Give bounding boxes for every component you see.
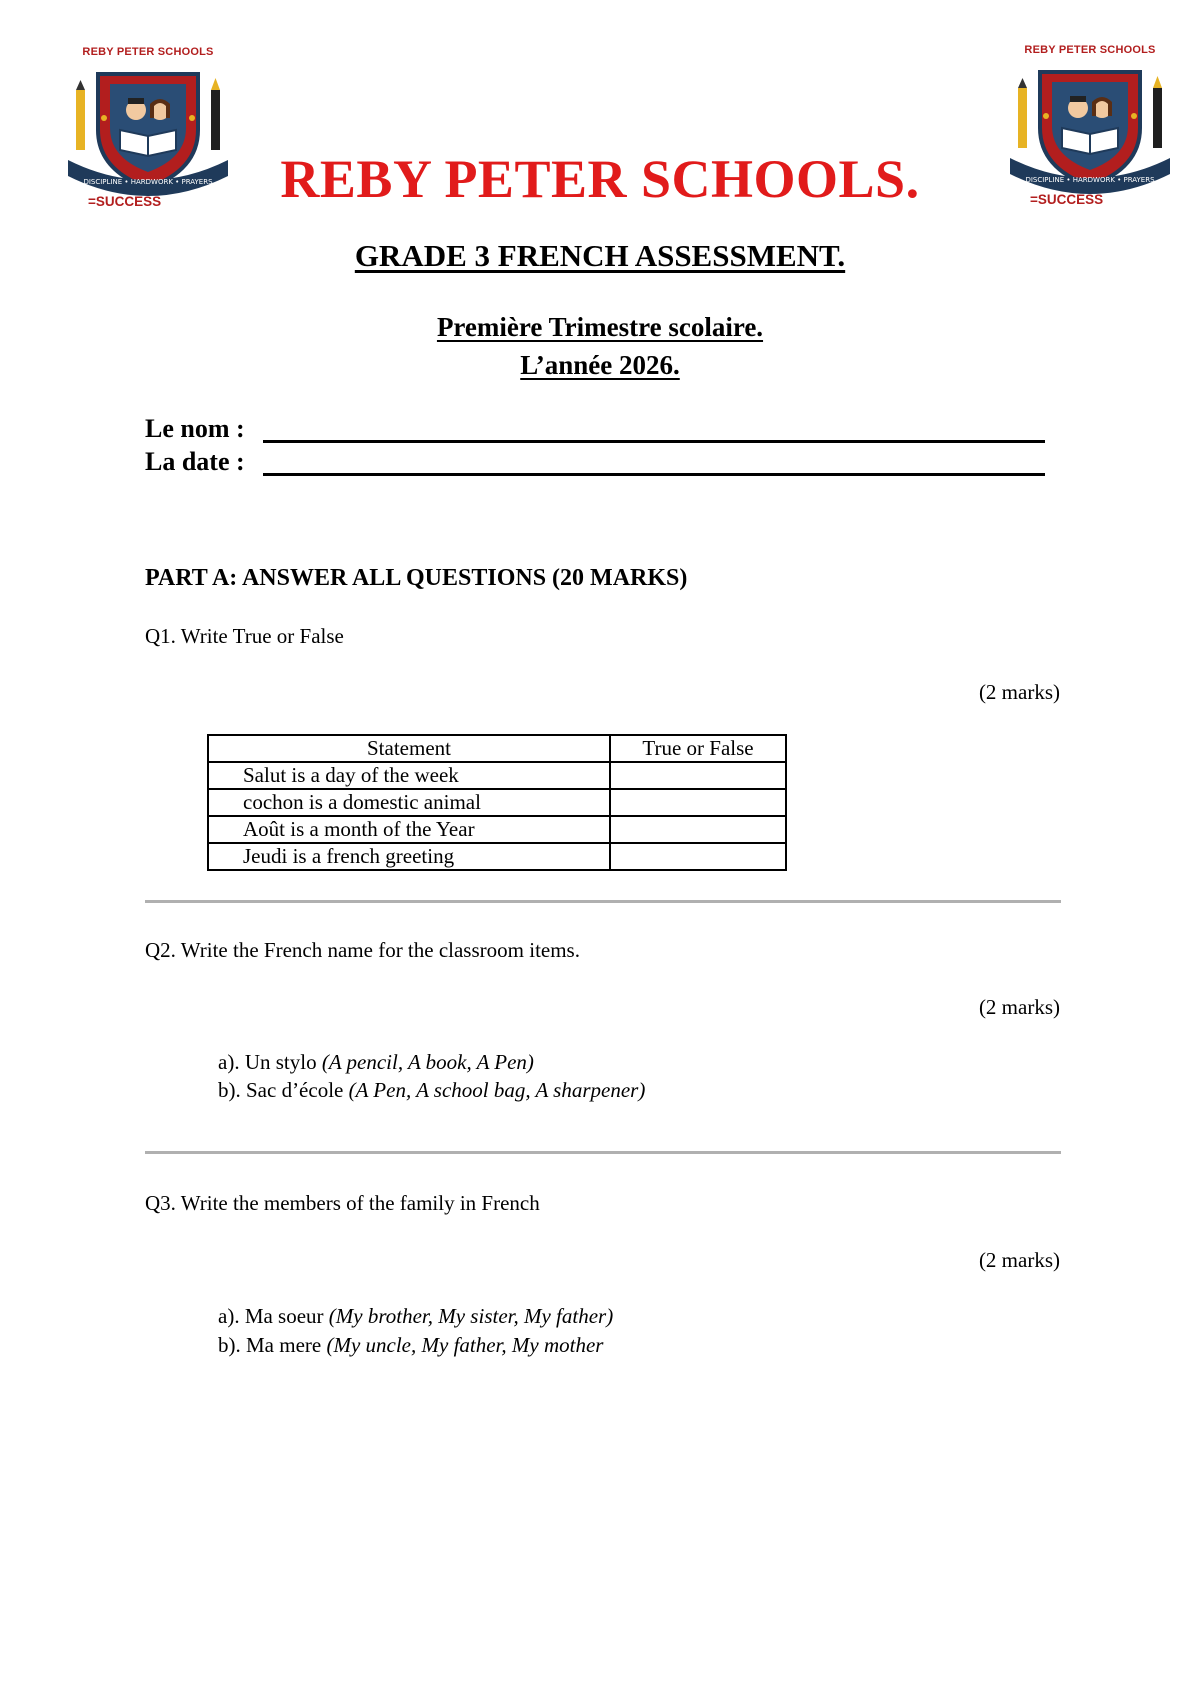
q2-option-b: [218, 1078, 645, 1103]
option-choices: (My uncle, My father, My mother: [326, 1333, 604, 1357]
table-header-row: [208, 735, 786, 762]
q3-prompt: Q3. Write the members of the family in French: [145, 1191, 540, 1215]
answer-cell[interactable]: [610, 816, 786, 843]
q3-marks: (2 marks): [978, 1248, 1060, 1272]
name-label: Le nom :: [145, 414, 245, 443]
divider: [145, 1151, 1061, 1154]
answer-cell[interactable]: [610, 843, 786, 870]
table-header-true-false: True or False: [610, 735, 786, 762]
school-name: REBY PETER SCHOOLS.: [280, 149, 920, 209]
option-choices: (A Pen, A school bag, A sharpener): [348, 1078, 646, 1102]
q1-prompt: Q1. Write True or False: [145, 624, 344, 648]
name-blank-line[interactable]: [263, 440, 1045, 443]
q1-marks: (2 marks): [978, 680, 1060, 704]
option-choices: (A pencil, A book, A Pen): [321, 1050, 534, 1074]
table-header-statement: Statement: [208, 735, 610, 762]
q2-prompt: Q2. Write the French name for the classroom items.: [145, 938, 580, 962]
q3-option-a: [218, 1304, 613, 1329]
true-false-table: [207, 734, 787, 871]
name-field[interactable]: [145, 414, 1045, 448]
logo-bottom-text: =SUCCESS: [88, 194, 162, 209]
answer-cell[interactable]: [610, 762, 786, 789]
statement-cell: Août is a month of the Year: [208, 816, 610, 843]
year-heading: L’année 2026.: [520, 350, 680, 380]
table-row: [208, 843, 786, 870]
table-row: [208, 762, 786, 789]
table-row: [208, 816, 786, 843]
assessment-title: GRADE 3 FRENCH ASSESSMENT.: [354, 238, 846, 273]
option-label: b). Ma mere: [218, 1333, 327, 1357]
part-a-heading: PART A: ANSWER ALL QUESTIONS (20 MARKS): [145, 565, 688, 591]
q3-option-b: [218, 1333, 603, 1358]
date-field[interactable]: [145, 447, 1045, 481]
date-blank-line[interactable]: [263, 473, 1045, 476]
statement-cell: cochon is a domestic animal: [208, 789, 610, 816]
statement-cell: Jeudi is a french greeting: [208, 843, 610, 870]
statement-cell: Salut is a day of the week: [208, 762, 610, 789]
term-heading: Première Trimestre scolaire.: [436, 312, 764, 342]
divider: [145, 900, 1061, 903]
date-label: La date :: [145, 447, 245, 476]
option-choices: (My brother, My sister, My father): [328, 1304, 614, 1328]
q2-option-a: [218, 1050, 534, 1075]
answer-cell[interactable]: [610, 789, 786, 816]
logo-banner-text: DISCIPLINE • HARDWORK • PRAYERS: [1025, 176, 1155, 184]
table-row: [208, 789, 786, 816]
logo-top-text: REBY PETER SCHOOLS: [82, 46, 214, 58]
option-label: b). Sac d’école: [218, 1078, 349, 1102]
option-label: a). Un stylo: [218, 1050, 322, 1074]
logo-bottom-text: =SUCCESS: [1030, 192, 1104, 207]
option-label: a). Ma soeur: [218, 1304, 329, 1328]
q2-marks: (2 marks): [978, 995, 1060, 1019]
logo-top-text: REBY PETER SCHOOLS: [1024, 44, 1156, 56]
logo-banner-text: DISCIPLINE • HARDWORK • PRAYERS: [83, 178, 213, 186]
